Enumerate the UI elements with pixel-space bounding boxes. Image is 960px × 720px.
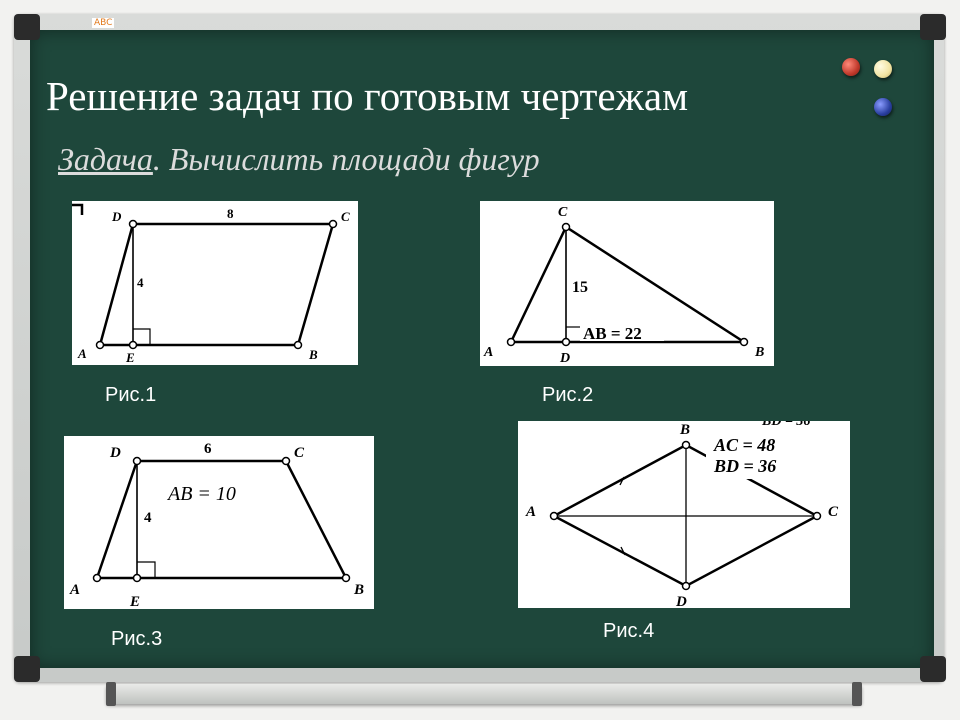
caption-figure-3: Рис.3 [111,628,163,650]
label-d: D [112,209,122,224]
figure-2 [480,201,774,366]
label-b: B [680,422,691,438]
trapezoid-diagram [64,436,374,609]
label-height: 15 [572,279,588,296]
rhombus-diagram [518,421,850,608]
figure-4 [518,421,850,608]
label-b: B [755,345,765,360]
label-a: A [484,345,494,360]
frame-corner-bottom-left [14,656,40,682]
label-d: D [110,445,121,461]
caption-figure-4: Рис.4 [603,620,655,642]
label-a: A [78,346,87,361]
blue-magnet-icon [874,98,892,116]
label-e: E [130,594,141,609]
label-base-length: AB = 10 [168,483,236,505]
red-magnet-icon [842,58,860,76]
label-c: C [558,205,568,220]
cut-off-label: BD = 36 [762,421,811,429]
label-top-length: 6 [204,441,212,457]
trapezoid-shape [97,461,346,578]
task-text: . Вычислить площади фигур [152,141,540,177]
label-top-length: 8 [227,206,234,221]
tray-end-left [106,682,116,706]
label-c: C [294,445,305,461]
triangle-diagram [480,201,774,366]
label-d: D [560,351,571,366]
caption-figure-1: Рис.1 [105,384,157,406]
task-subtitle [58,141,540,178]
label-b: B [309,347,318,362]
figure-1 [72,201,358,365]
cut-corner-mark [72,205,82,215]
caption-figure-2: Рис.2 [542,384,594,406]
label-c: C [828,504,839,520]
parallelogram-diagram [72,201,358,365]
frame-corner-bottom-right [920,656,946,682]
tray-end-right [852,682,862,706]
label-height: 4 [144,510,152,526]
label-height: 4 [137,275,144,290]
label-a: A [526,504,537,520]
label-c: C [341,209,350,224]
label-b: B [354,582,365,598]
label-ac-length: AC = 48 [714,435,776,455]
label-bd-length: BD = 36 [714,456,777,476]
figure-3 [64,436,374,609]
frame-corner-top-right [920,14,946,40]
parallelogram-shape [100,224,333,345]
label-e: E [126,350,135,365]
label-base-length: AB = 22 [583,324,642,343]
label-a: A [70,582,81,598]
label-d: D [676,594,687,608]
yellow-magnet-icon [874,60,892,78]
frame-corner-top-left [14,14,40,40]
logo: ABC [94,18,113,28]
page-title: Решение задач по готовым чертежам [46,73,689,119]
marker-tray [106,684,862,704]
task-word: Задача [58,141,153,177]
